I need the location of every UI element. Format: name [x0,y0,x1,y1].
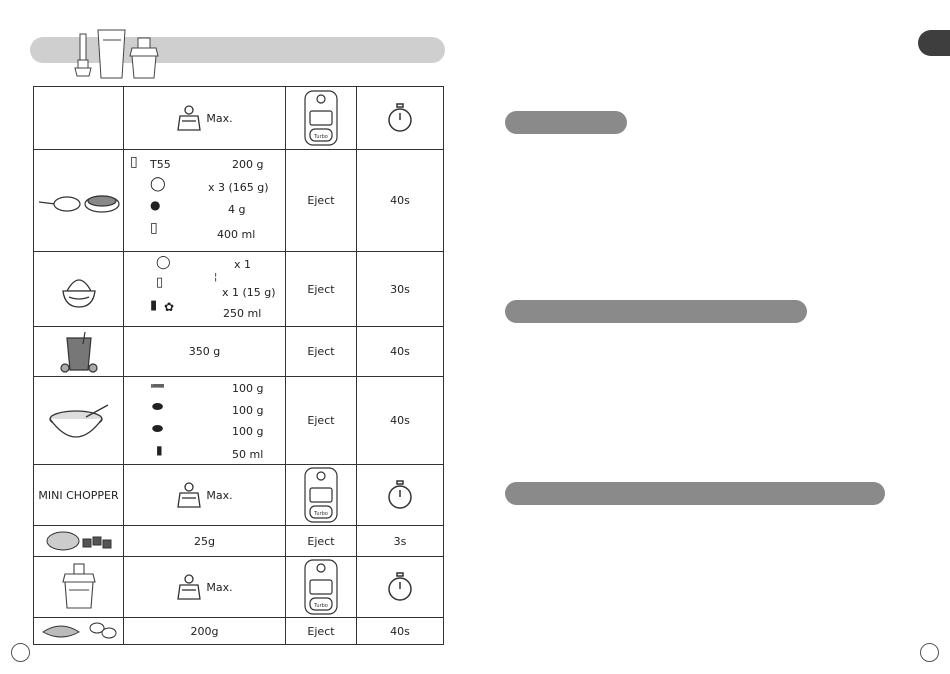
timer-icon [387,480,413,510]
mini-chopper-label: MINI CHOPPER [34,465,124,526]
egg-icon: ◯ [156,255,171,270]
ingredient-label: T55 [150,158,171,171]
turbo-label: Turbo [314,603,328,609]
weight-icon [176,481,202,509]
ingredient-qty: 4 g [228,203,246,216]
soup-bowl-icon [46,399,112,443]
max-label: Max. [206,488,233,502]
speed-selector-icon [302,466,340,524]
carrot-icon: ➖ [150,379,165,393]
salt-icon: ● [150,198,161,212]
table-row [34,526,444,557]
ingredient-qty: 50 ml [232,448,264,461]
egg-icon: ◯ [150,176,166,192]
turbo-label: Turbo [314,511,328,517]
table-row [34,377,444,465]
heading-bar [505,482,885,505]
speed-cell: Eject [286,252,357,327]
max-label: Max. [206,580,233,594]
leek-icon: ⬬ [152,422,164,437]
time-cell: 40s [357,377,444,465]
speed-selector-icon [302,89,340,147]
ingredient-qty: 400 ml [217,228,256,241]
timer-icon [387,572,413,602]
oil-bottle-icon: ▮ [150,298,158,313]
table-row [34,618,444,645]
milk-icon: ▯ [150,220,158,236]
heading-bar [505,300,807,323]
table-row [34,87,444,150]
amount-cell: 200g [124,618,286,645]
table-row [34,150,444,252]
ingredient-qty: 100 g [232,425,264,438]
time-cell: 40s [357,618,444,645]
chopper-bowl-icon [59,560,99,614]
flour-icon: ▯ [130,154,138,170]
meat-cubes-icon [43,529,115,553]
ingredient-qty: 250 ml [223,307,262,320]
time-cell: 40s [357,150,444,252]
max-label: Max. [206,111,233,125]
smoothie-glass-icon [57,330,101,374]
speed-selector-icon [302,558,340,616]
time-cell: 3s [357,526,444,557]
table-row [34,327,444,377]
page-number-circle [920,643,939,662]
recipe-table [33,86,444,645]
ingredient-qty: x 1 [234,258,252,271]
weight-icon [176,573,202,601]
appliance-icons [70,26,170,81]
crepe-pan-icon [37,186,121,216]
speed-cell: Eject [286,327,357,377]
language-tab [918,30,950,56]
spoon-icon: ¦ [214,272,218,283]
table-row [34,252,444,327]
mayonnaise-bowl-icon [59,267,99,311]
ingredient-qty: 200 g [232,158,264,171]
speed-cell: Eject [286,377,357,465]
ingredient-qty: 100 g [232,382,264,395]
ingredient-qty: 100 g [232,404,264,417]
ingredient-qty: x 1 (15 g) [222,286,276,299]
timer-icon [387,103,413,133]
amount-cell: 350 g [124,327,286,377]
ingredient-qty: x 3 (165 g) [208,181,269,194]
weight-icon [176,104,202,132]
heading-bar [505,111,627,134]
time-cell: 30s [357,252,444,327]
almonds-icon [39,620,119,642]
speed-cell: Eject [286,526,357,557]
speed-cell: Eject [286,618,357,645]
table-row [34,557,444,618]
time-cell: 40s [357,327,444,377]
potato-icon: ⬬ [152,400,164,415]
amount-cell: 25g [124,526,286,557]
flower-icon: ✿ [164,300,175,314]
turbo-label: Turbo [314,134,328,140]
table-row [34,465,444,526]
mustard-jar-icon: ▯ [156,275,164,290]
page-number-circle [11,643,30,662]
speed-cell: Eject [286,150,357,252]
cream-bottle-icon: ▮ [156,443,163,457]
